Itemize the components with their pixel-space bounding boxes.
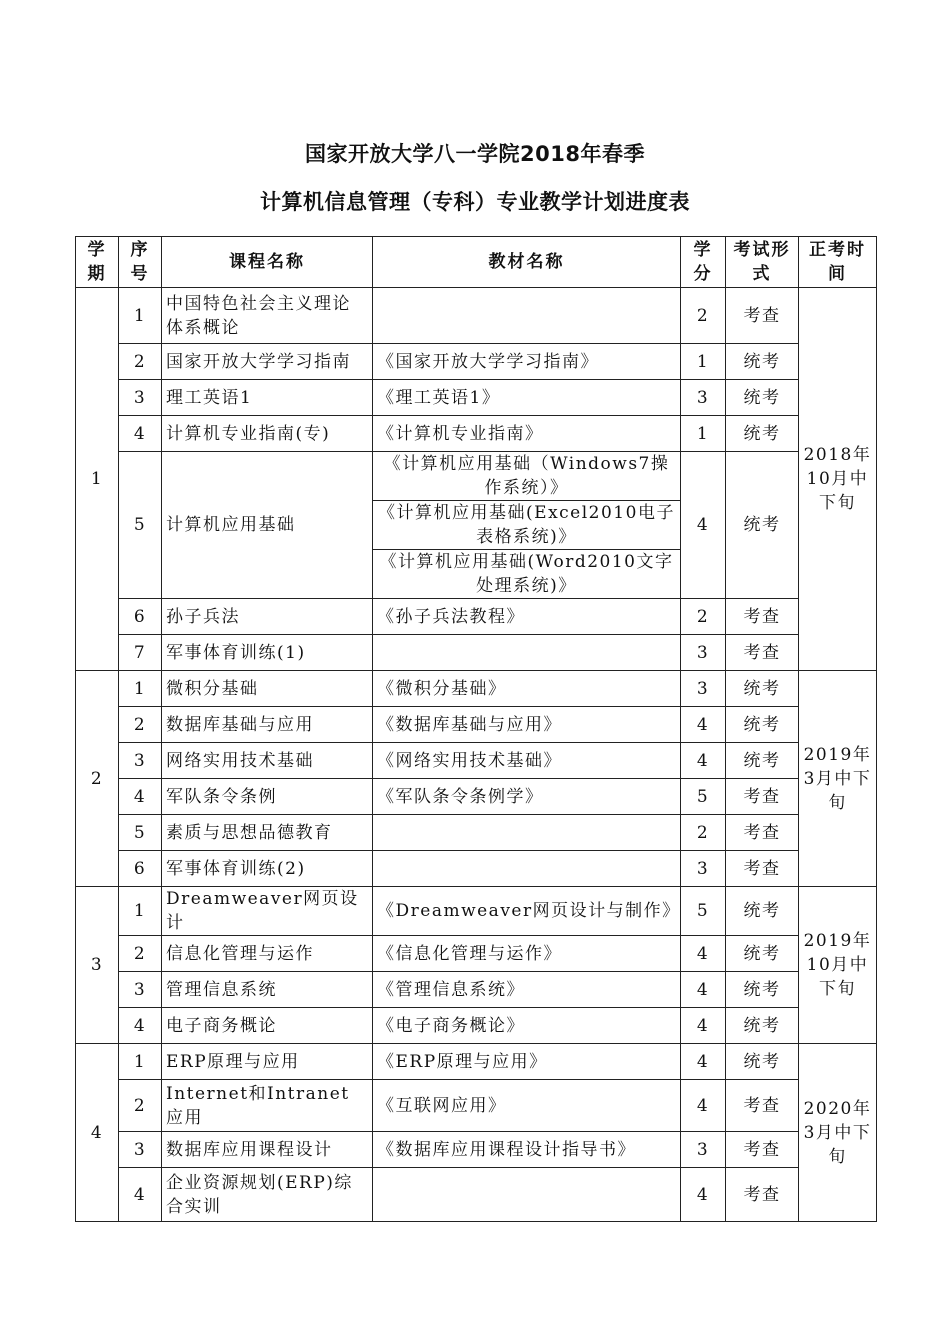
row-no: 4 [119,1168,162,1222]
credit: 3 [681,1132,726,1168]
book-name: 《微积分基础》 [373,671,681,707]
row-no: 1 [119,887,162,936]
book-name: 《互联网应用》 [373,1080,681,1132]
exam-time: 2020年3月中下旬 [799,1044,877,1222]
header-term: 学期 [76,237,119,288]
exam-type: 考查 [726,779,799,815]
row-no: 2 [119,936,162,972]
exam-type: 考查 [726,1080,799,1132]
credit: 4 [681,743,726,779]
course-name: 理工英语1 [162,380,373,416]
term-cell: 3 [76,887,119,1044]
exam-type: 考查 [726,815,799,851]
exam-type: 统考 [726,416,799,452]
credit: 1 [681,416,726,452]
row-no: 3 [119,972,162,1008]
document-subtitle: 计算机信息管理（专科）专业教学计划进度表 [260,190,690,214]
exam-time: 2018年10月中下旬 [799,288,877,671]
row-no: 3 [119,1132,162,1168]
table-row [76,599,877,635]
row-no: 3 [119,380,162,416]
exam-type: 统考 [726,743,799,779]
exam-time: 2019年3月中下旬 [799,671,877,887]
table-row [76,1168,877,1222]
course-name: 素质与思想品德教育 [162,815,373,851]
course-name: 网络实用技术基础 [162,743,373,779]
course-name: 军队条令条例 [162,779,373,815]
exam-type: 考查 [726,1168,799,1222]
row-no: 6 [119,851,162,887]
course-name: 计算机应用基础 [162,452,373,599]
course-name: Dreamweaver网页设计 [162,887,373,936]
header-row [76,237,877,288]
row-no: 7 [119,635,162,671]
table-row [76,416,877,452]
table-row [76,1132,877,1168]
exam-type: 统考 [726,380,799,416]
table-row [76,972,877,1008]
row-no: 2 [119,1080,162,1132]
credit: 4 [681,707,726,743]
course-name: 管理信息系统 [162,972,373,1008]
book-name: 《计算机应用基础(Excel2010电子表格系统)》 [373,501,681,550]
book-name [373,635,681,671]
book-name: 《数据库基础与应用》 [373,707,681,743]
credit: 4 [681,1168,726,1222]
credit: 4 [681,936,726,972]
header-no: 序号 [119,237,162,288]
row-no: 6 [119,599,162,635]
exam-type: 统考 [726,1044,799,1080]
credit: 4 [681,1044,726,1080]
exam-type: 考查 [726,288,799,344]
credit: 5 [681,779,726,815]
book-name: 《理工英语1》 [373,380,681,416]
document-title: 国家开放大学八一学院2018年春季 [305,142,645,166]
credit: 5 [681,887,726,936]
exam-type: 统考 [726,972,799,1008]
header-course: 课程名称 [162,237,373,288]
exam-type: 统考 [726,707,799,743]
book-name: 《数据库应用课程设计指导书》 [373,1132,681,1168]
credit: 1 [681,344,726,380]
credit: 4 [681,1008,726,1044]
table-row [76,1080,877,1132]
exam-type: 统考 [726,1008,799,1044]
course-name: 国家开放大学学习指南 [162,344,373,380]
credit: 3 [681,380,726,416]
term-cell: 2 [76,671,119,887]
header-book: 教材名称 [373,237,681,288]
book-name: 《计算机专业指南》 [373,416,681,452]
book-name: 《军队条令条例学》 [373,779,681,815]
row-no: 4 [119,1008,162,1044]
book-name: 《计算机应用基础(Word2010文字处理系统)》 [373,550,681,599]
row-no: 1 [119,671,162,707]
book-name: 《国家开放大学学习指南》 [373,344,681,380]
table-row [76,887,877,936]
course-name: ERP原理与应用 [162,1044,373,1080]
book-name [373,288,681,344]
table-row [76,671,877,707]
credit: 4 [681,972,726,1008]
row-no: 4 [119,416,162,452]
book-name: 《电子商务概论》 [373,1008,681,1044]
header-credit: 学分 [681,237,726,288]
row-no: 5 [119,452,162,599]
credit: 3 [681,851,726,887]
table-row [76,1044,877,1080]
term-cell: 1 [76,288,119,671]
credit: 2 [681,599,726,635]
exam-time: 2019年10月中下旬 [799,887,877,1044]
course-name: 数据库应用课程设计 [162,1132,373,1168]
table-row [76,1008,877,1044]
exam-type: 统考 [726,936,799,972]
credit: 3 [681,635,726,671]
course-name: 微积分基础 [162,671,373,707]
book-name: 《网络实用技术基础》 [373,743,681,779]
book-name [373,851,681,887]
exam-type: 考查 [726,599,799,635]
course-name: 中国特色社会主义理论体系概论 [162,288,373,344]
row-no: 2 [119,707,162,743]
book-name: 《Dreamweaver网页设计与制作》 [373,887,681,936]
course-name: 信息化管理与运作 [162,936,373,972]
table-row [76,851,877,887]
table-row [76,779,877,815]
row-no: 2 [119,344,162,380]
table-row [76,380,877,416]
table-row [76,743,877,779]
credit: 3 [681,671,726,707]
table-row [76,635,877,671]
credit: 2 [681,815,726,851]
book-name [373,1168,681,1222]
exam-type: 考查 [726,1132,799,1168]
course-name: 电子商务概论 [162,1008,373,1044]
row-no: 3 [119,743,162,779]
course-name: 军事体育训练(2) [162,851,373,887]
credit: 2 [681,288,726,344]
row-no: 4 [119,779,162,815]
exam-type: 考查 [726,635,799,671]
exam-type: 统考 [726,344,799,380]
credit: 4 [681,1080,726,1132]
header-exam-time: 正考时间 [799,237,877,288]
plan-table [75,236,877,1222]
course-name: 军事体育训练(1) [162,635,373,671]
row-no: 5 [119,815,162,851]
table-row [76,815,877,851]
table-row [76,707,877,743]
table-row [76,344,877,380]
book-name: 《孙子兵法教程》 [373,599,681,635]
book-name [373,815,681,851]
book-name: 《管理信息系统》 [373,972,681,1008]
course-name: 计算机专业指南(专) [162,416,373,452]
header-exam-type: 考试形式 [726,237,799,288]
exam-type: 考查 [726,851,799,887]
credit: 4 [681,452,726,599]
course-name: 数据库基础与应用 [162,707,373,743]
table-row [76,936,877,972]
course-name: Internet和Intranet应用 [162,1080,373,1132]
exam-type: 统考 [726,671,799,707]
exam-type: 统考 [726,887,799,936]
course-name: 企业资源规划(ERP)综合实训 [162,1168,373,1222]
exam-type: 统考 [726,452,799,599]
table-row [76,452,877,501]
book-name: 《ERP原理与应用》 [373,1044,681,1080]
term-cell: 4 [76,1044,119,1222]
book-name: 《计算机应用基础（Windows7操作系统）》 [373,452,681,501]
course-name: 孙子兵法 [162,599,373,635]
book-name: 《信息化管理与运作》 [373,936,681,972]
row-no: 1 [119,1044,162,1080]
table-row [76,288,877,344]
row-no: 1 [119,288,162,344]
